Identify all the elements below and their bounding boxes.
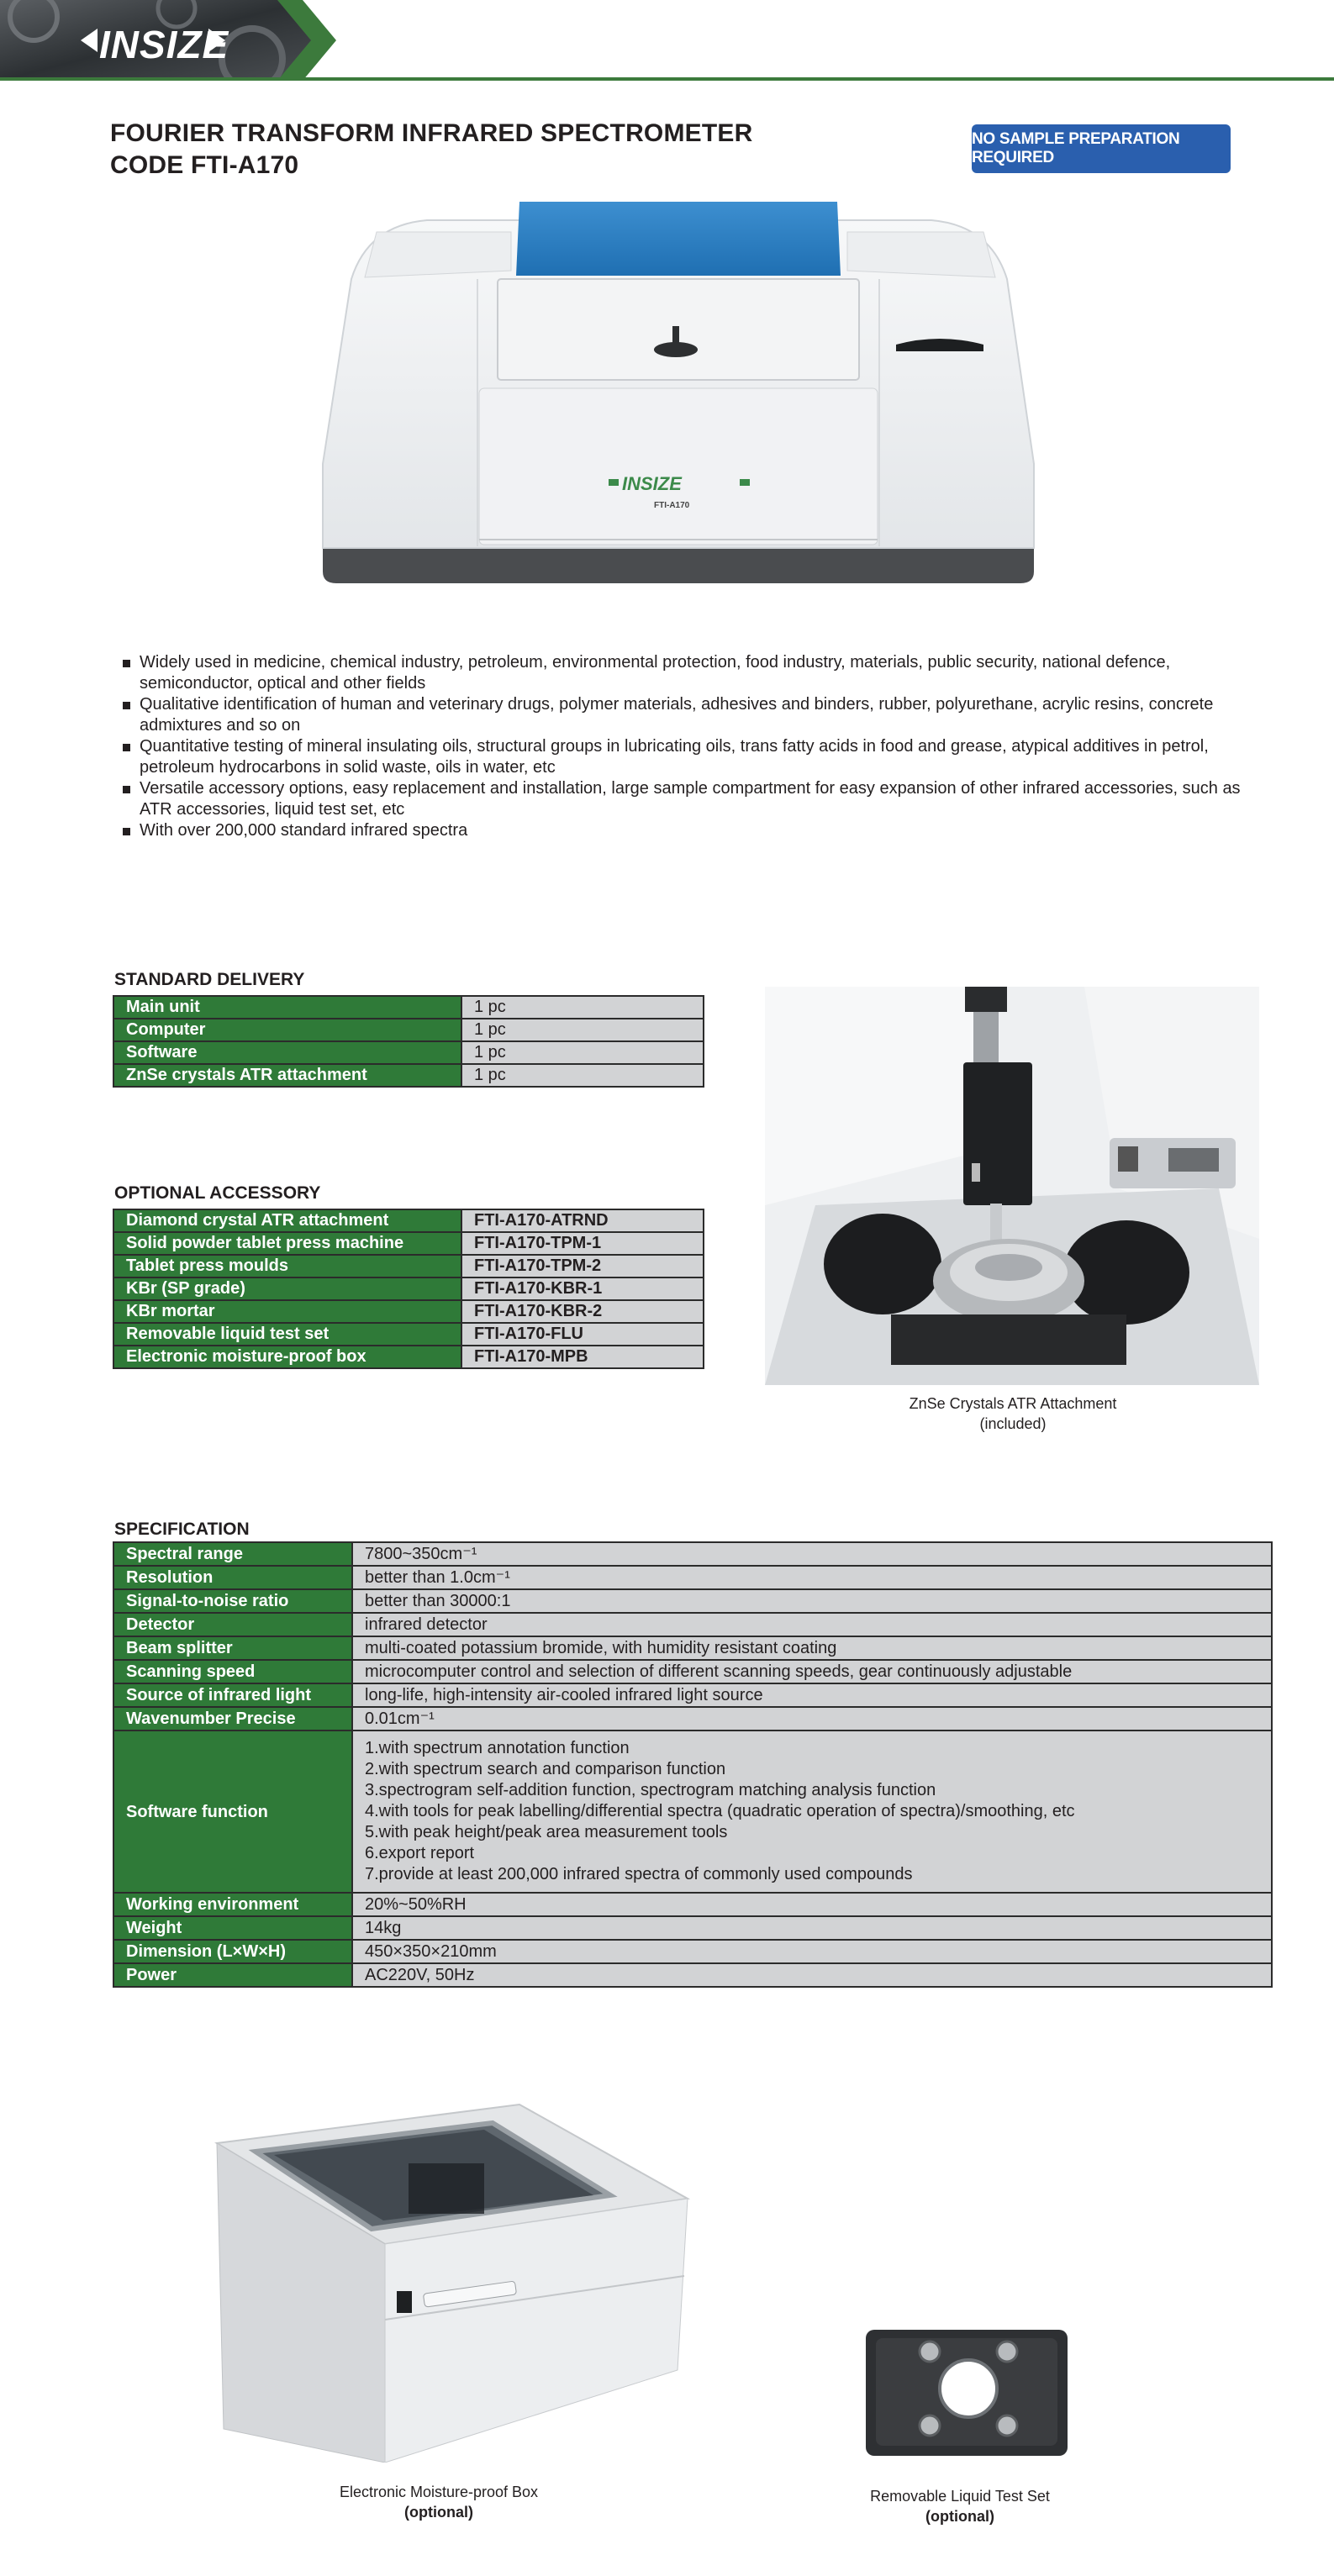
delivery-qty: 1 pc xyxy=(461,1041,704,1064)
accessory-item: Tablet press moulds xyxy=(113,1255,461,1277)
table-row xyxy=(113,1277,704,1300)
spec-value: multi-coated potassium bromide, with humidity resistant coating xyxy=(352,1636,1272,1660)
table-row xyxy=(113,1019,704,1041)
spec-value: infrared detector xyxy=(352,1613,1272,1636)
accessory-item: KBr mortar xyxy=(113,1300,461,1323)
spectrometer-illustration xyxy=(318,195,1041,587)
accessory-item: Removable liquid test set xyxy=(113,1323,461,1346)
spec-label: Signal-to-noise ratio xyxy=(113,1589,352,1613)
software-function-item: 2.with spectrum search and comparison function xyxy=(365,1760,726,1778)
accessory-code: FTI-A170-TPM-2 xyxy=(461,1255,704,1277)
spec-label: Scanning speed xyxy=(113,1660,352,1683)
table-row xyxy=(113,1707,1272,1731)
specification-table xyxy=(113,1541,1273,1988)
feature-item: Quantitative testing of mineral insulating oils, structural groups in lubricating oils, trans fatty acids in food and grease, atypical additives in petrol, petroleum hydrocarbons in solid waste, oils in water, etc xyxy=(123,736,1241,778)
table-row xyxy=(113,1232,704,1255)
accessory-code: FTI-A170-MPB xyxy=(461,1346,704,1368)
liquid-set-illustration xyxy=(861,2320,1074,2461)
table-row xyxy=(113,1566,1272,1589)
software-function-item: 7.provide at least 200,000 infrared spectra of commonly used compounds xyxy=(365,1865,913,1883)
brand-logo-text: INSIZE xyxy=(99,23,229,66)
header xyxy=(0,0,1334,82)
table-row xyxy=(113,1940,1272,1963)
accessory-code: FTI-A170-TPM-1 xyxy=(461,1232,704,1255)
accessory-code: FTI-A170-KBR-2 xyxy=(461,1300,704,1323)
liquid-set-caption-title: Removable Liquid Test Set xyxy=(870,2488,1050,2505)
spec-label: Dimension (L×W×H) xyxy=(113,1940,352,1963)
spec-value: 450×350×210mm xyxy=(352,1940,1272,1963)
table-row xyxy=(113,1064,704,1087)
delivery-qty: 1 pc xyxy=(461,1019,704,1041)
atr-caption-title: ZnSe Crystals ATR Attachment xyxy=(909,1395,1117,1412)
moisture-box-caption xyxy=(261,2482,617,2522)
spec-label: Resolution xyxy=(113,1566,352,1589)
liquid-set-caption xyxy=(783,2486,1136,2526)
accessory-code: FTI-A170-ATRND xyxy=(461,1209,704,1232)
table-row xyxy=(113,1683,1272,1707)
spec-label: Weight xyxy=(113,1916,352,1940)
delivery-qty: 1 pc xyxy=(461,996,704,1019)
liquid-set-caption-note: (optional) xyxy=(925,2508,994,2525)
accessory-item: Solid powder tablet press machine xyxy=(113,1232,461,1255)
accessory-item: KBr (SP grade) xyxy=(113,1277,461,1300)
delivery-item: Computer xyxy=(113,1019,461,1041)
product-model-text: FTI-A170 xyxy=(654,501,690,510)
accessory-item: Diamond crystal ATR attachment xyxy=(113,1209,461,1232)
accessory-item: Electronic moisture-proof box xyxy=(113,1346,461,1368)
moisture-proof-box-image xyxy=(198,2093,694,2463)
spec-value: 0.01cm⁻¹ xyxy=(352,1707,1272,1731)
standard-delivery-title: STANDARD DELIVERY xyxy=(114,970,305,989)
spec-label: Software function xyxy=(113,1731,352,1893)
spec-label: Source of infrared light xyxy=(113,1683,352,1707)
spec-label: Detector xyxy=(113,1613,352,1636)
spec-label: Working environment xyxy=(113,1893,352,1916)
moisture-box-illustration xyxy=(198,2093,694,2463)
spec-label: Wavenumber Precise xyxy=(113,1707,352,1731)
table-row xyxy=(113,1041,704,1064)
spectrometer-product-image xyxy=(318,195,1041,587)
feature-list xyxy=(123,652,1241,841)
software-function-item: 6.export report xyxy=(365,1844,475,1862)
moisture-box-caption-title: Electronic Moisture-proof Box xyxy=(339,2484,539,2500)
atr-caption-note: (included) xyxy=(979,1415,1047,1432)
feature-item: Versatile accessory options, easy replacement and installation, large sample compartment for easy expansion of other infrared accessories, such as ATR accessories, liquid test set, etc xyxy=(123,778,1241,820)
accessory-code: FTI-A170-KBR-1 xyxy=(461,1277,704,1300)
software-function-list xyxy=(352,1731,1272,1893)
table-row xyxy=(113,1636,1272,1660)
table-row xyxy=(113,1255,704,1277)
table-row xyxy=(113,1300,704,1323)
spec-value: microcomputer control and selection of different scanning speeds, gear continuously adjustable xyxy=(352,1660,1272,1683)
spec-value: 20%~50%RH xyxy=(352,1893,1272,1916)
software-function-item: 1.with spectrum annotation function xyxy=(365,1739,630,1757)
spec-label: Beam splitter xyxy=(113,1636,352,1660)
optional-accessory-table xyxy=(113,1209,704,1369)
spec-value: 14kg xyxy=(352,1916,1272,1940)
optional-accessory-title: OPTIONAL ACCESSORY xyxy=(114,1183,321,1203)
no-sample-prep-badge: NO SAMPLE PREPARATION REQUIRED xyxy=(972,124,1231,173)
spec-label: Power xyxy=(113,1963,352,1987)
atr-attachment-image xyxy=(765,987,1259,1385)
table-row xyxy=(113,1346,704,1368)
delivery-qty: 1 pc xyxy=(461,1064,704,1087)
software-function-item: 5.with peak height/peak area measurement tools xyxy=(365,1823,728,1841)
table-row xyxy=(113,1542,1272,1566)
spec-value: 7800~350cm⁻¹ xyxy=(352,1542,1272,1566)
delivery-item: Software xyxy=(113,1041,461,1064)
product-code: CODE FTI-A170 xyxy=(110,151,299,179)
software-function-item: 4.with tools for peak labelling/differential spectra (quadratic operation of spectra)/smoothing, etc xyxy=(365,1802,1075,1820)
table-row xyxy=(113,1209,704,1232)
atr-caption xyxy=(824,1393,1202,1434)
table-row xyxy=(113,1893,1272,1916)
delivery-item: Main unit xyxy=(113,996,461,1019)
table-row xyxy=(113,996,704,1019)
spec-value: better than 1.0cm⁻¹ xyxy=(352,1566,1272,1589)
spec-value: better than 30000:1 xyxy=(352,1589,1272,1613)
feature-item: With over 200,000 standard infrared spectra xyxy=(123,820,1241,841)
table-row xyxy=(113,1323,704,1346)
liquid-test-set-image xyxy=(861,2320,1074,2461)
spec-label: Spectral range xyxy=(113,1542,352,1566)
feature-item: Qualitative identification of human and veterinary drugs, polymer materials, adhesives and binders, rubber, polyurethane, acrylic resins, concrete admixtures and so on xyxy=(123,694,1241,736)
table-row xyxy=(113,1589,1272,1613)
specification-title: SPECIFICATION xyxy=(114,1520,250,1539)
atr-illustration xyxy=(765,987,1259,1385)
delivery-item: ZnSe crystals ATR attachment xyxy=(113,1064,461,1087)
spec-value: AC220V, 50Hz xyxy=(352,1963,1272,1987)
table-row xyxy=(113,1916,1272,1940)
header-divider xyxy=(0,77,1334,81)
spec-value: long-life, high-intensity air-cooled infrared light source xyxy=(352,1683,1272,1707)
table-row xyxy=(113,1731,1272,1893)
product-logo-text: INSIZE xyxy=(622,473,682,494)
feature-item: Widely used in medicine, chemical industry, petroleum, environmental protection, food industry, materials, public security, national defence, semiconductor, optical and other fields xyxy=(123,652,1241,694)
table-row xyxy=(113,1613,1272,1636)
product-title: FOURIER TRANSFORM INFRARED SPECTROMETER xyxy=(110,119,753,147)
accessory-code: FTI-A170-FLU xyxy=(461,1323,704,1346)
standard-delivery-table xyxy=(113,995,704,1088)
moisture-box-caption-note: (optional) xyxy=(404,2504,473,2521)
table-row xyxy=(113,1963,1272,1987)
software-function-item: 3.spectrogram self-addition function, spectrogram matching analysis function xyxy=(365,1781,936,1799)
table-row xyxy=(113,1660,1272,1683)
